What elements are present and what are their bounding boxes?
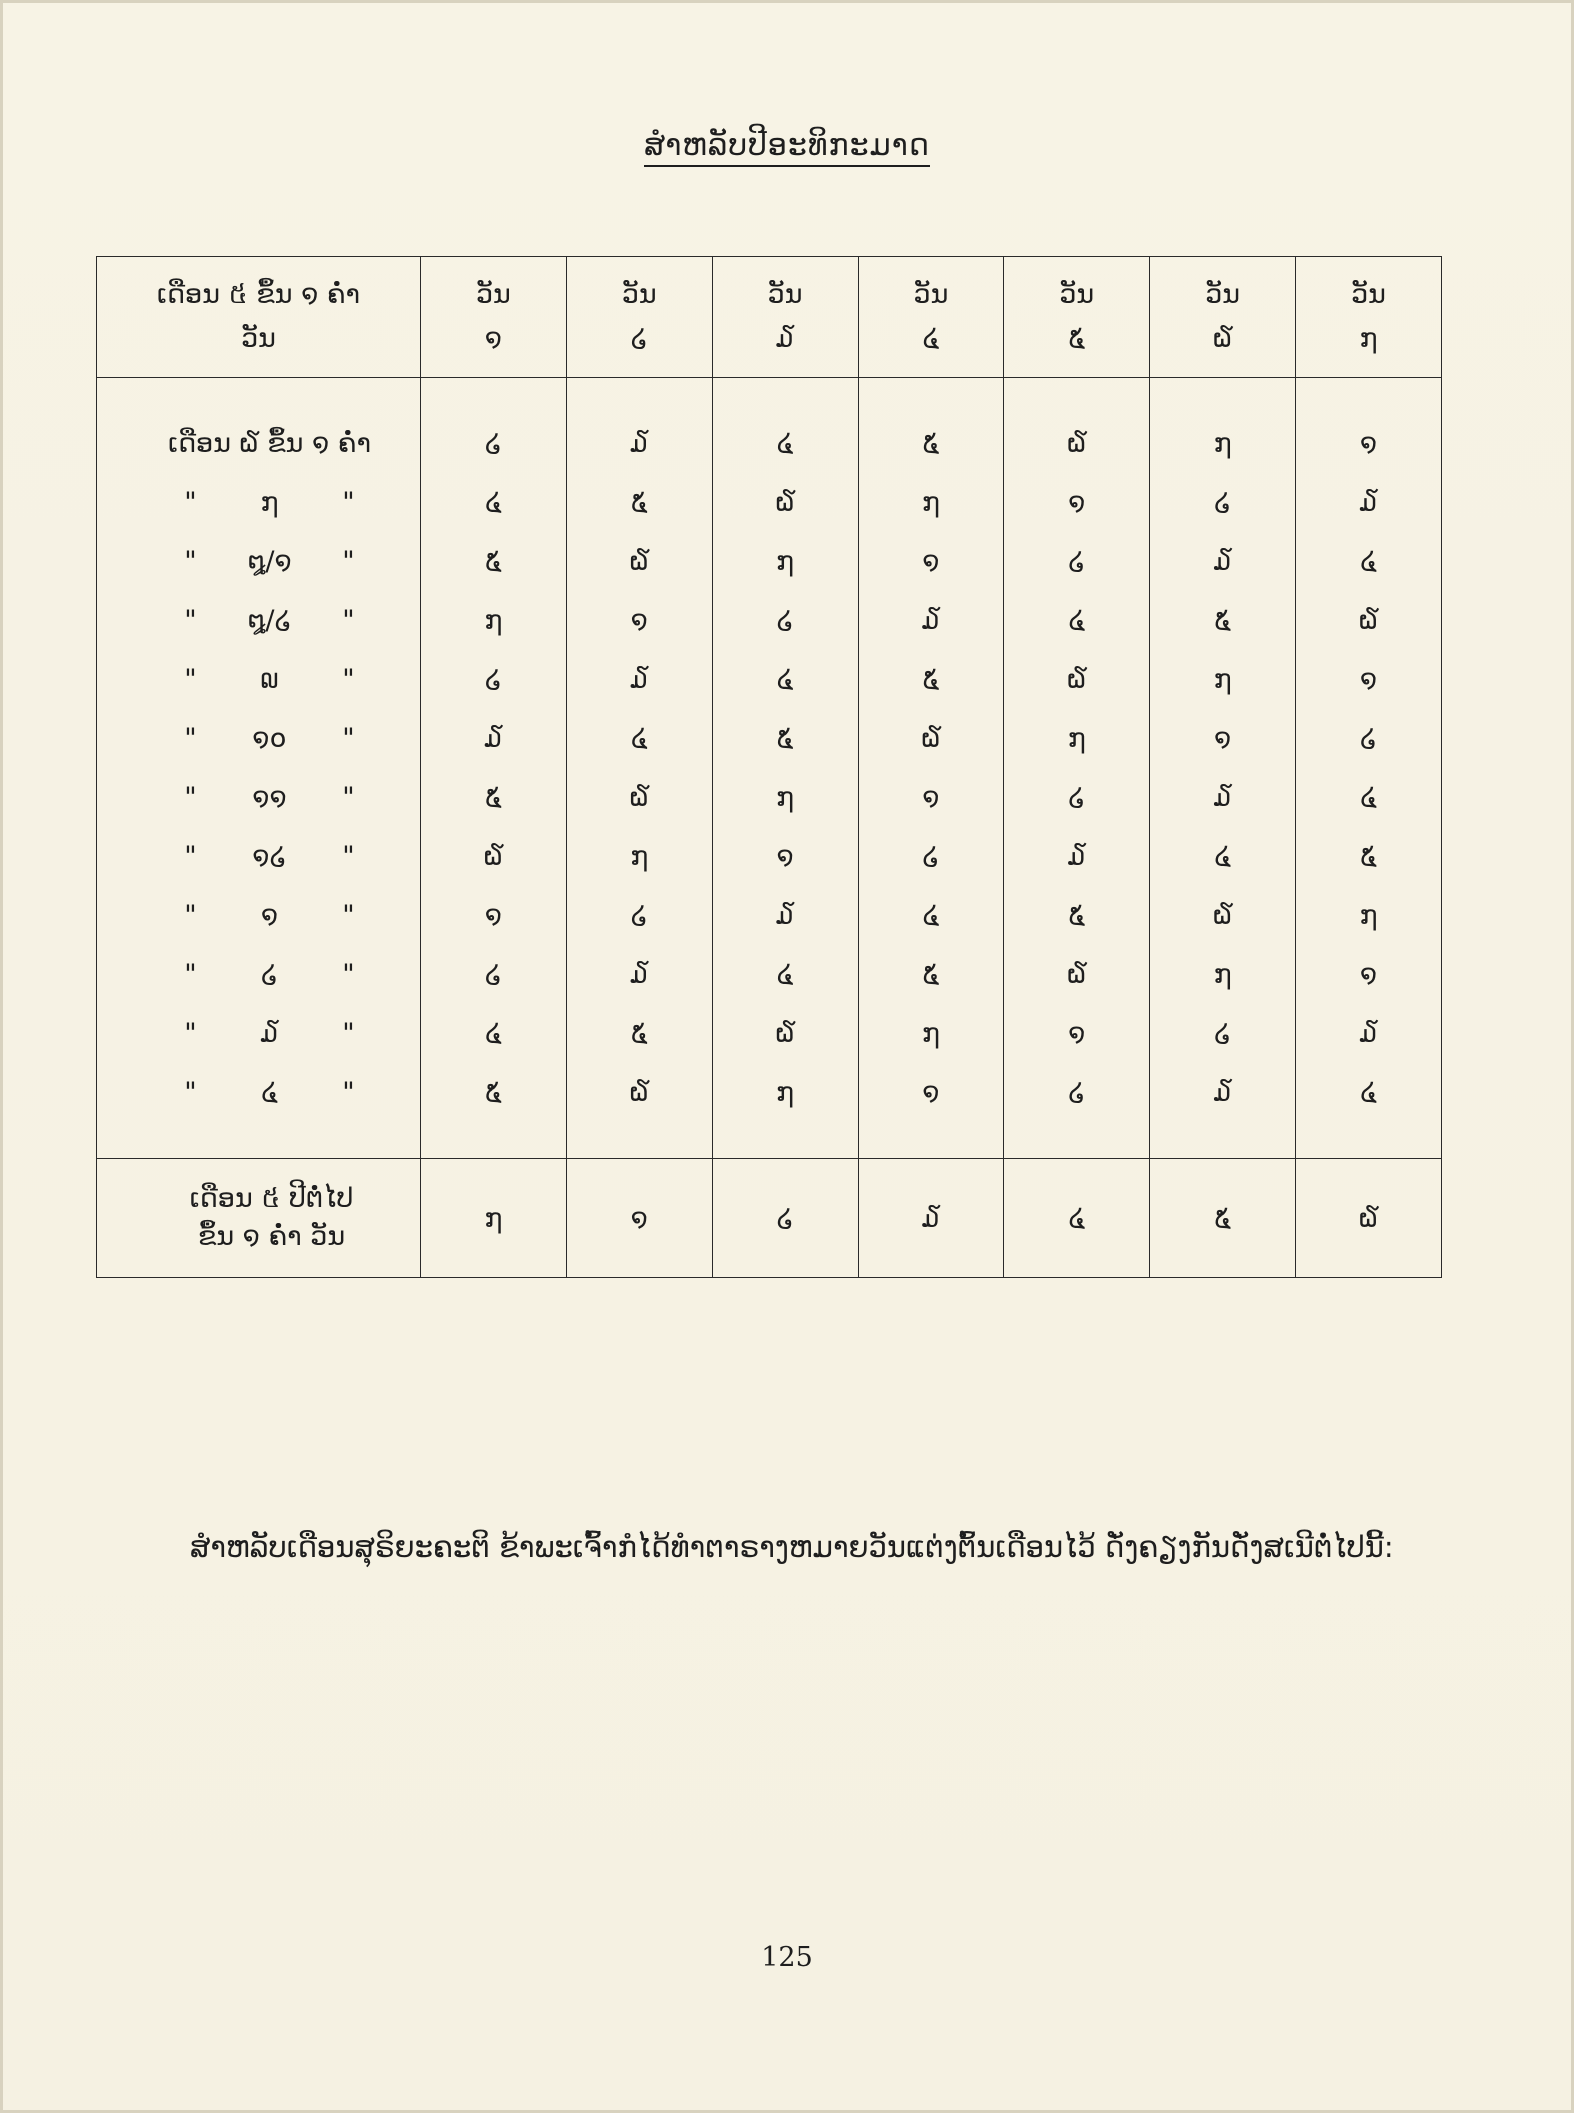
table-cell: ໑	[858, 768, 1004, 827]
column-header-number: ໖	[1213, 323, 1233, 354]
table-cell: ໗	[566, 827, 712, 886]
row-label	[97, 709, 421, 768]
ditto-mark: "	[342, 664, 355, 695]
table-cell: ໒	[712, 591, 858, 650]
corner-header-line2: ວັນ	[241, 323, 276, 354]
ditto-mark: "	[184, 487, 197, 518]
table-cell: ໓	[712, 886, 858, 945]
table-cell: ໓	[1296, 1004, 1442, 1063]
table-cell: ໓	[421, 709, 567, 768]
table-cell: ໖	[566, 532, 712, 591]
ditto-mark: "	[184, 723, 197, 754]
table-cell: ໖	[566, 768, 712, 827]
table-cell: ໑	[712, 827, 858, 886]
footer-cell: ໓	[858, 1159, 1004, 1278]
table-cell: ໔	[1150, 827, 1296, 886]
table-row	[97, 827, 1442, 886]
table-cell: ໒	[858, 827, 1004, 886]
table-cell: ໓	[1150, 1063, 1296, 1159]
corner-header	[97, 257, 421, 378]
ditto-mark: "	[184, 1077, 197, 1108]
table-body	[97, 378, 1442, 1159]
table-footer-row	[97, 1159, 1442, 1278]
column-header-number: ໓	[776, 323, 795, 354]
table-cell: ໒	[1004, 1063, 1150, 1159]
table-row	[97, 1004, 1442, 1063]
table-cell: ໔	[712, 650, 858, 709]
table-cell: ໒	[421, 378, 567, 474]
table-cell: ໔	[712, 378, 858, 474]
title-text: ສຳຫລັບປີອະທິກະມາດ	[644, 128, 930, 167]
ditto-mark: "	[342, 723, 355, 754]
table-cell: ໕	[858, 650, 1004, 709]
row-label	[97, 378, 421, 474]
row-label	[97, 886, 421, 945]
table-cell: ໓	[1296, 473, 1442, 532]
table-cell: ໗	[1150, 650, 1296, 709]
table-cell: ໓	[1150, 532, 1296, 591]
column-header-number: ໗	[1359, 323, 1378, 354]
footer-cell: ໔	[1004, 1159, 1150, 1278]
table-cell: ໑	[1296, 945, 1442, 1004]
table-cell: ໓	[1150, 768, 1296, 827]
table-cell: ໒	[1004, 768, 1150, 827]
corner-header-line1: ເດືອນ ៥ ຂຶ້ນ ໑ ຄ່ຳ	[156, 279, 361, 310]
table-cell: ໕	[858, 945, 1004, 1004]
table-cell: ໔	[712, 945, 858, 1004]
table-cell: ໔	[1004, 591, 1150, 650]
table-cell: ໔	[421, 473, 567, 532]
table-cell: ໖	[566, 1063, 712, 1159]
table-row	[97, 709, 1442, 768]
page-title	[0, 128, 1574, 163]
table-cell: ໗	[421, 591, 567, 650]
ditto-mark: "	[342, 959, 355, 990]
table-cell: ໗	[1296, 886, 1442, 945]
column-header-day-4	[858, 257, 1004, 378]
column-header-day-6	[1150, 257, 1296, 378]
column-header-label: ວັນ	[475, 279, 511, 310]
table-cell: ໑	[566, 591, 712, 650]
table-cell: ໕	[1296, 827, 1442, 886]
ditto-mark: "	[184, 546, 197, 577]
ditto-mark: "	[342, 546, 355, 577]
row-label	[97, 1063, 421, 1159]
row-label	[97, 473, 421, 532]
table-cell: ໕	[1004, 886, 1150, 945]
table-cell: ໕	[712, 709, 858, 768]
column-header-number: ໑	[484, 323, 503, 354]
row-month-number: ໘/໑	[247, 546, 292, 577]
table-cell: ໑	[1296, 650, 1442, 709]
table-cell: ໒	[566, 886, 712, 945]
row-month-number: ໔	[261, 1077, 278, 1108]
column-header-label: ວັນ	[1205, 279, 1241, 310]
table-cell: ໗	[858, 473, 1004, 532]
table-cell: ໑	[1004, 1004, 1150, 1063]
table-cell: ໕	[1150, 591, 1296, 650]
column-header-number: ໔	[922, 323, 940, 354]
ditto-mark: "	[184, 664, 197, 695]
table-cell: ໑	[1296, 378, 1442, 474]
row-month-number: ໑	[260, 900, 279, 931]
row-label	[97, 1004, 421, 1063]
table-cell: ໖	[712, 473, 858, 532]
footer-cell: ໑	[566, 1159, 712, 1278]
table-cell: ໗	[1004, 709, 1150, 768]
table-cell: ໗	[712, 532, 858, 591]
ditto-mark: "	[184, 959, 197, 990]
table-cell: ໑	[858, 532, 1004, 591]
ditto-mark: "	[342, 900, 355, 931]
table-cell: ໓	[566, 378, 712, 474]
footer-label	[97, 1159, 421, 1278]
table-cell: ໕	[858, 378, 1004, 474]
table-cell: ໑	[858, 1063, 1004, 1159]
table-row	[97, 650, 1442, 709]
ditto-mark: "	[342, 605, 355, 636]
column-header-label: ວັນ	[1351, 279, 1386, 310]
table-cell: ໗	[858, 1004, 1004, 1063]
table-cell: ໑	[421, 886, 567, 945]
table-cell: ໒	[1296, 709, 1442, 768]
table-cell: ໖	[858, 709, 1004, 768]
table-row	[97, 945, 1442, 1004]
table-row	[97, 768, 1442, 827]
table-cell: ໗	[712, 768, 858, 827]
row-month-number: ໘/໒	[247, 605, 292, 636]
table-cell: ໕	[566, 473, 712, 532]
column-header-number: ໕	[1068, 323, 1086, 354]
footer-cell: ໕	[1150, 1159, 1296, 1278]
table-cell: ໔	[858, 886, 1004, 945]
table-cell: ໗	[712, 1063, 858, 1159]
row-label	[97, 945, 421, 1004]
table-cell: ໖	[712, 1004, 858, 1063]
table-cell: ໓	[566, 650, 712, 709]
table-cell: ໓	[566, 945, 712, 1004]
footer-cell: ໖	[1296, 1159, 1442, 1278]
table-cell: ໗	[1150, 378, 1296, 474]
table-cell: ໔	[421, 1004, 567, 1063]
row-label	[97, 827, 421, 886]
table-cell: ໖	[1296, 591, 1442, 650]
column-header-day-7	[1296, 257, 1442, 378]
column-header-day-5	[1004, 257, 1150, 378]
row-month-number: ໗	[260, 487, 279, 518]
ditto-mark: "	[342, 782, 355, 813]
ditto-mark: "	[184, 605, 197, 636]
body-paragraph: ສຳຫລັບເດືອນສຸຣິຍະຄະຕິ ຂ້າພະເຈົ້າກໍໄດ້ທຳຕາຣາງຫມາຍວັນແຕ່ງຕົ້ນເດືອນໄວ້ ດັ່ງຄຽງກັນດັ່ງສເນີຕໍ່ໄປນີ້:	[190, 1530, 1394, 1564]
table-cell: ໔	[1296, 1063, 1442, 1159]
ditto-mark: "	[184, 1018, 197, 1049]
ditto-mark: "	[342, 1018, 355, 1049]
column-header-day-2	[566, 257, 712, 378]
row-label	[97, 650, 421, 709]
table-cell: ໒	[421, 945, 567, 1004]
table-header-row	[97, 257, 1442, 378]
table-cell: ໕	[566, 1004, 712, 1063]
table-row	[97, 591, 1442, 650]
table-row	[97, 378, 1442, 474]
ditto-mark: "	[184, 782, 197, 813]
table-row	[97, 886, 1442, 945]
ditto-mark: "	[342, 841, 355, 872]
row-label	[97, 591, 421, 650]
table-row	[97, 532, 1442, 591]
weekday-table	[96, 256, 1442, 1278]
column-header-label: ວັນ	[913, 279, 949, 310]
ditto-mark: "	[184, 900, 197, 931]
table-cell: ໕	[421, 1063, 567, 1159]
table-cell: ໖	[1004, 945, 1150, 1004]
table-cell: ໔	[1296, 768, 1442, 827]
table-cell: ໖	[1004, 650, 1150, 709]
table-cell: ໒	[1150, 473, 1296, 532]
table-cell: ໓	[1004, 827, 1150, 886]
table-cell: ໔	[1296, 532, 1442, 591]
row-label-text: ເດືອນ ໖ ຂຶ້ນ ໑ ຄ່ຳ	[167, 428, 372, 459]
row-month-number: ໓	[260, 1018, 279, 1049]
table-cell: ໕	[421, 532, 567, 591]
footer-cell: ໒	[712, 1159, 858, 1278]
footer-cell: ໗	[421, 1159, 567, 1278]
column-header-label: ວັນ	[621, 279, 657, 310]
column-header-label: ວັນ	[767, 279, 803, 310]
row-month-number: ໑໐	[252, 723, 287, 754]
column-header-day-3	[712, 257, 858, 378]
table-cell: ໖	[1150, 886, 1296, 945]
column-header-label: ວັນ	[1059, 279, 1095, 310]
table-cell: ໔	[566, 709, 712, 768]
ditto-mark: "	[342, 487, 355, 518]
row-month-number: ໒	[260, 959, 279, 990]
column-header-number: ໒	[630, 323, 648, 354]
table-cell: ໑	[1004, 473, 1150, 532]
row-month-number: ໙	[260, 664, 279, 695]
table-row	[97, 473, 1442, 532]
table-cell: ໕	[421, 768, 567, 827]
ditto-mark: "	[184, 841, 197, 872]
table-cell: ໒	[421, 650, 567, 709]
table-cell: ໖	[1004, 378, 1150, 474]
row-month-number: ໑໑	[252, 782, 287, 813]
table-cell: ໑	[1150, 709, 1296, 768]
page-number: 125	[761, 1942, 813, 1973]
table-cell: ໓	[858, 591, 1004, 650]
column-header-day-1	[421, 257, 567, 378]
footer-label-line2: ຂຶ້ນ ໑ ຄ່ຳ ວັນ	[197, 1221, 346, 1252]
table-row	[97, 1063, 1442, 1159]
table-cell: ໒	[1150, 1004, 1296, 1063]
row-month-number: ໑໒	[252, 841, 287, 872]
row-label	[97, 532, 421, 591]
table-cell: ໗	[1150, 945, 1296, 1004]
table-cell: ໖	[421, 827, 567, 886]
table-cell: ໒	[1004, 532, 1150, 591]
row-label	[97, 768, 421, 827]
footer-label-line1: ເດືອນ ៥ ປີຕໍ່ໄປ	[189, 1183, 354, 1214]
ditto-mark: "	[342, 1077, 355, 1108]
